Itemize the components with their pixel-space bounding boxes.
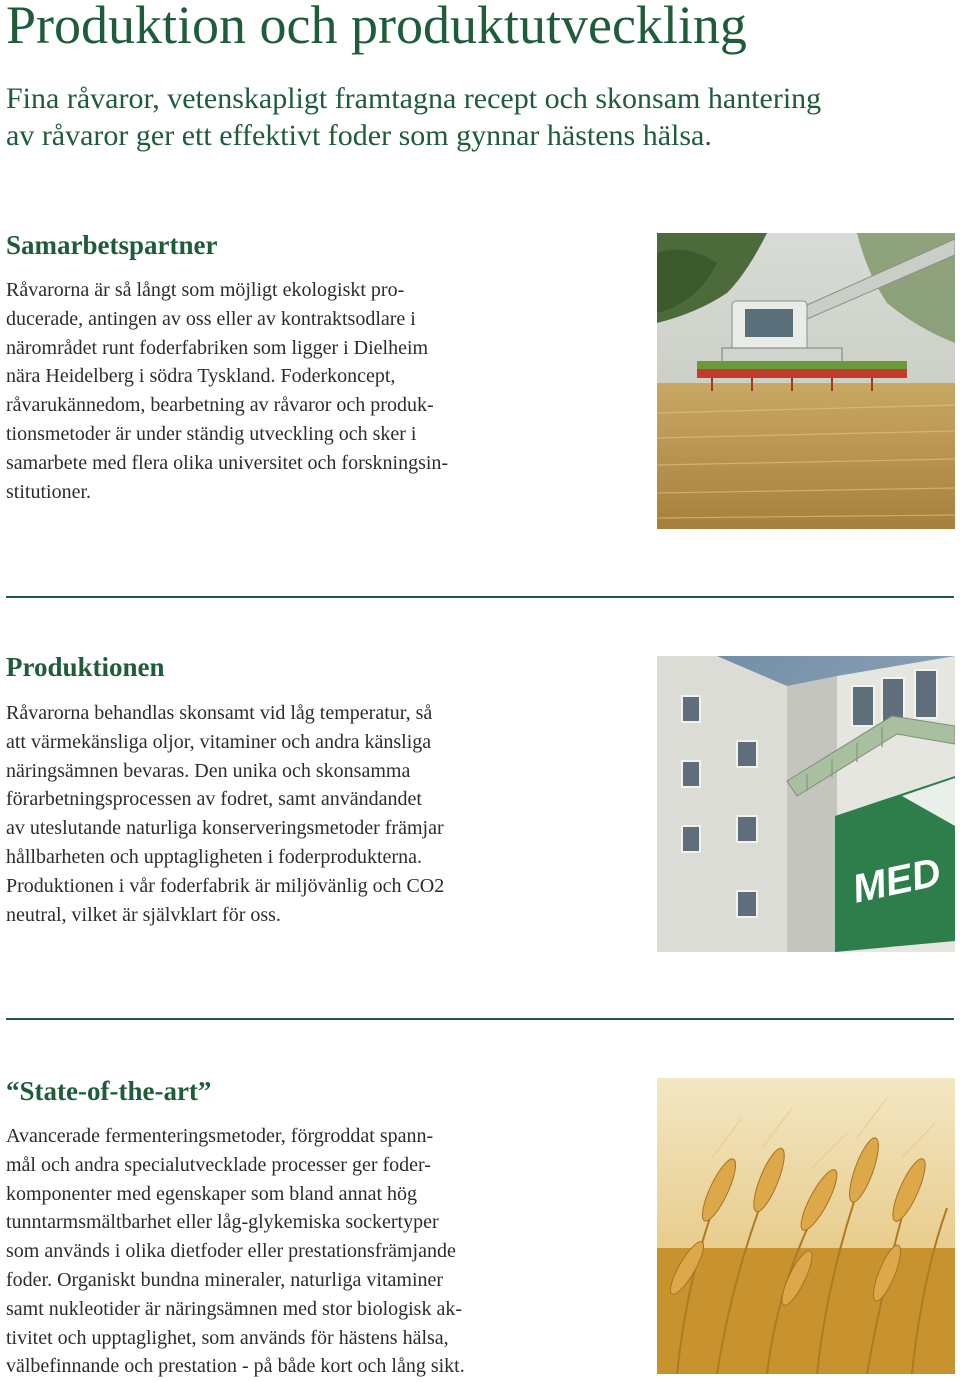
combine-harvester-photo: [657, 233, 955, 529]
section-body-produktionen: [6, 699, 444, 929]
body-line: välbefinnande och prestation - på både kort och lång sikt.: [6, 1355, 465, 1378]
factory-logo: MED: [848, 850, 945, 912]
intro-line: av råvaror ger ett effektivt foder som gynnar hästens hälsa.: [6, 119, 712, 152]
body-line: förarbetningsprocessen av fodret, samt användandet: [6, 788, 422, 811]
body-line: att värmekänsliga oljor, vitaminer och andra känsliga: [6, 730, 432, 753]
section-divider: [6, 1018, 954, 1020]
factory-building-photo: [657, 656, 955, 952]
body-line: komponenter med egenskaper som bland annat hög: [6, 1182, 417, 1205]
body-line: nära Heidelberg i södra Tyskland. Foderkoncept,: [6, 365, 396, 388]
body-line: stitutioner.: [6, 480, 91, 503]
body-line: mål och andra specialutvecklade processer ger foder-: [6, 1153, 431, 1176]
body-line: foder. Organiskt bundna mineraler, naturliga vitaminer: [6, 1268, 444, 1291]
wheat-field-photo: [657, 1078, 955, 1374]
body-line: Avancerade fermenteringsmetoder, förgroddat spann-: [6, 1125, 434, 1147]
body-line: av uteslutande naturliga konserveringsmetoder främjar: [6, 817, 444, 840]
body-line: råvarukännedom, bearbetning av råvaror och produk-: [6, 394, 434, 417]
section-divider: [6, 596, 954, 598]
body-line: närområdet runt foderfabriken som ligger i Dielheim: [6, 336, 429, 359]
body-line: som används i olika dietfoder eller prestationsfrämjande: [6, 1240, 456, 1263]
section-heading-state-of-the-art: “State-of-the-art”: [6, 1076, 212, 1106]
body-line: Råvarorna är så långt som möjligt ekologiskt pro-: [6, 279, 405, 301]
body-line: tionsmetoder är under ständig utveckling och sker i: [6, 422, 417, 445]
section-body-state-of-the-art: [6, 1122, 465, 1381]
intro-line: Fina råvaror, vetenskapligt framtagna recept och skonsam hantering: [6, 82, 822, 115]
body-line: tunntarmsmältbarhet eller låg-glykemiska sockertyper: [6, 1211, 439, 1234]
body-line: samt nukleotider är näringsämnen med stor biologisk ak-: [6, 1297, 463, 1320]
body-line: Produktionen i vår foderfabrik är miljövänlig och CO2: [6, 874, 445, 897]
body-line: tivitet och upptaglighet, som används för hästens hälsa,: [6, 1326, 449, 1349]
body-line: ducerade, antingen av oss eller av kontraktsodlare i: [6, 307, 416, 330]
intro-text: [6, 80, 956, 154]
section-body-samarbetspartner: [6, 276, 448, 506]
body-line: Råvarorna behandlas skonsamt vid låg temperatur, så: [6, 702, 433, 724]
section-heading-produktionen: Produktionen: [6, 652, 165, 682]
body-line: näringsämnen bevaras. Den unika och skonsamma: [6, 759, 411, 782]
section-heading-samarbetspartner: Samarbetspartner: [6, 230, 218, 260]
page-title: Produktion och produktutveckling: [6, 0, 747, 55]
body-line: hållbarheten och upptagligheten i foderprodukterna.: [6, 845, 422, 868]
body-line: neutral, vilket är självklart för oss.: [6, 903, 281, 926]
body-line: samarbete med flera olika universitet och forskningsin-: [6, 451, 449, 474]
